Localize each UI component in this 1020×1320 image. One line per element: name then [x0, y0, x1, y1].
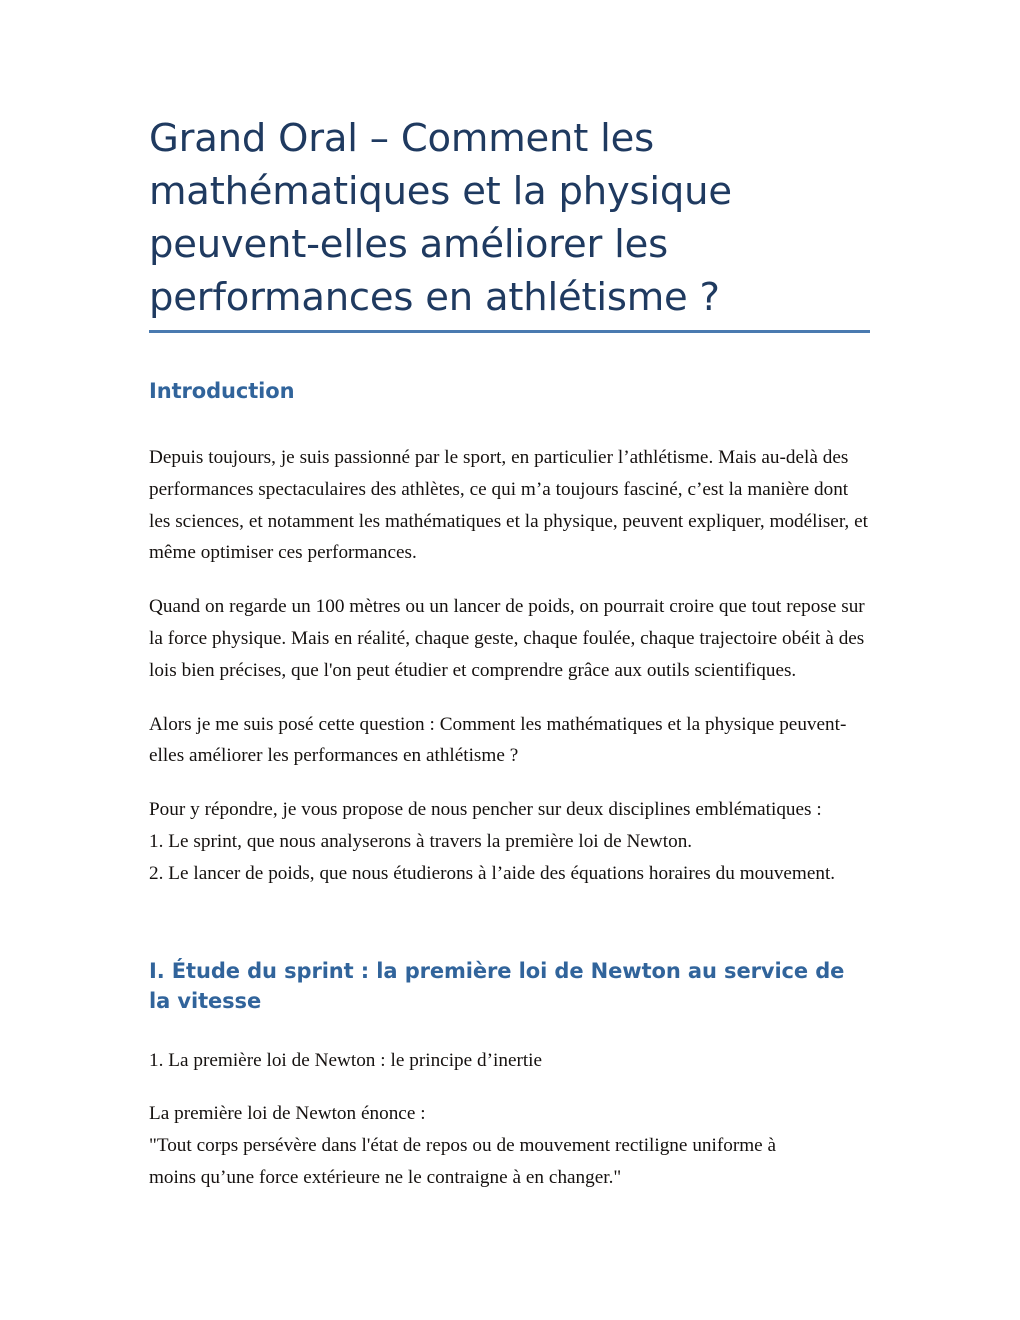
- subheading-newton-first-law: 1. La première loi de Newton : le principe d’inertie: [149, 1049, 543, 1071]
- newton-quote-line-2: moins qu’une force extérieure ne le contraigne à en changer.": [149, 1166, 622, 1188]
- newton-quote-line-1: "Tout corps persévère dans l'état de repos ou de mouvement rectiligne uniforme à: [149, 1135, 777, 1157]
- newton-statement-intro: La première loi de Newton énonce :: [149, 1103, 426, 1125]
- page-title: Grand Oral – Comment les mathématiques et la physique peuvent-elles améliorer les performances en athlétisme ?: [149, 112, 870, 333]
- intro-paragraph-3: Alors je me suis posé cette question : Comment les mathématiques et la physique peuvent-elles améliorer les performances en athlétisme ?: [149, 713, 847, 767]
- plan-item-2: 2. Le lancer de poids, que nous étudierons à l’aide des équations horaires du mouvement.: [149, 862, 836, 884]
- intro-plan-block: [149, 794, 870, 889]
- plan-item-1: 1. Le sprint, que nous analyserons à travers la première loi de Newton.: [149, 830, 693, 852]
- intro-paragraph-1: Depuis toujours, je suis passionné par le sport, en particulier l’athlétisme. Mais au-delà des performances spectaculaires des athlètes, ce qui m’a toujours fasciné, c’est la manière dont les sciences, et notamment les mathématiques et la physique, peuvent expliquer, modéliser, et même optimiser ces performances.: [149, 447, 868, 564]
- plan-intro-line: Pour y répondre, je vous propose de nous pencher sur deux disciplines emblématiques :: [149, 799, 822, 821]
- newton-statement-block: [149, 1098, 870, 1193]
- heading-introduction: Introduction: [149, 379, 295, 403]
- intro-paragraph-2: Quand on regarde un 100 mètres ou un lancer de poids, on pourrait croire que tout repose sur la force physique. Mais en réalité, chaque geste, chaque foulée, chaque trajectoire obéit à des lois bien précises, que l'on peut étudier et comprendre grâce aux outils scientifiques.: [149, 596, 865, 681]
- heading-part-one: I. Étude du sprint : la première loi de Newton au service de la vitesse: [149, 958, 845, 1013]
